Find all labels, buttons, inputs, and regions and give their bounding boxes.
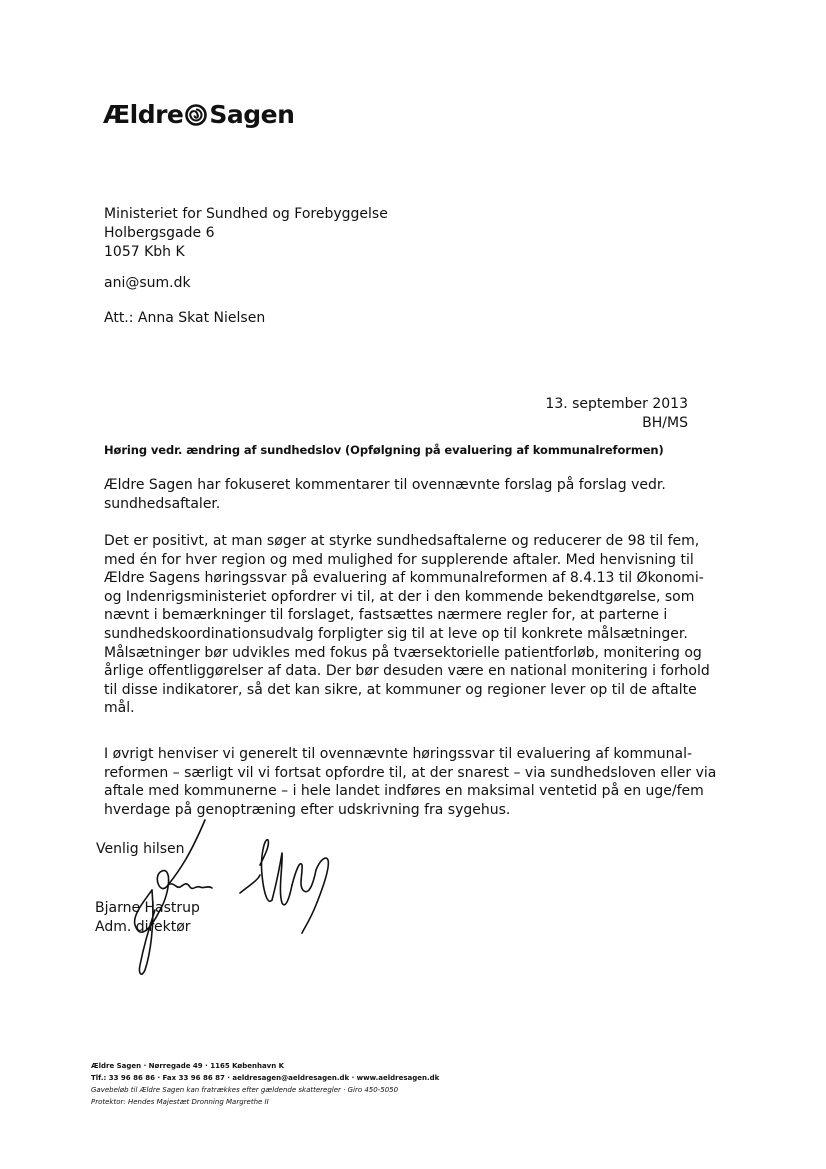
text-line: Målsætninger bør udvikles med fokus på tværsektorielle patientforløb, monitering og	[104, 644, 702, 661]
text-line: årlige offentliggørelser af data. Der bør desuden være en national monitering i forhold	[104, 663, 710, 680]
text-line: mål.	[104, 700, 135, 717]
logo-text-left: Ældre	[103, 100, 184, 129]
signatory-title: Adm. direktør	[95, 919, 191, 935]
address-line: 1057 Kbh K	[104, 244, 185, 260]
text-line: I øvrigt henviser vi generelt til ovennævnte høringssvar til evaluering af kommunal-	[104, 746, 693, 762]
body-paragraph-2	[104, 532, 710, 718]
letter-reference: BH/MS	[642, 415, 688, 431]
recipient-address	[104, 205, 388, 262]
text-line: Det er positivt, at man søger at styrke sundhedsaftalerne og reducerer de 98 til fem,	[104, 533, 700, 549]
text-line: reformen – særligt vil vi fortsat opfordre til, at der snarest – via sundhedsloven eller via	[104, 764, 717, 781]
organization-logo	[103, 100, 294, 129]
body-paragraph-1	[104, 476, 704, 513]
letter-meta	[545, 395, 688, 433]
text-line: aftale med kommunerne – i hele landet indføres en maksimal ventetid på en uge/fem	[104, 783, 704, 800]
text-line: Ældre Sagen har fokuseret kommentarer til ovennævnte forslag på forslag vedr.	[104, 477, 666, 493]
letter-date: 13. september 2013	[545, 396, 688, 412]
text-line: Ældre Sagens høringssvar på evaluering af kommunalreformen af 8.4.13 til Økonomi-	[104, 570, 704, 587]
footer-contact: Tlf.: 33 96 86 86 · Fax 33 96 86 87 · aeldresagen@aeldresagen.dk · www.aeldresagen.dk	[91, 1074, 440, 1082]
footer-donation-note: Gavebeløb til Ældre Sagen kan fratrækkes efter gældende skatteregler · Giro 450-5050	[91, 1086, 399, 1094]
body-paragraph-3	[104, 745, 717, 819]
footer-patron: Protektor: Hendes Majestæt Dronning Margrethe II	[91, 1098, 269, 1106]
text-line: og Indenrigsministeriet opfordrer vi til, at der i den kommende bekendtgørelse, som	[104, 588, 695, 605]
signatory-name: Bjarne Hastrup	[95, 900, 200, 916]
swirl-logo-icon	[185, 104, 207, 126]
text-line: til disse indikatorer, så det kan sikre, at kommuner og regioner lever op til de aftalte	[104, 681, 697, 698]
text-line: med én for hver region og med mulighed for supplerende aftaler. Med henvisning til	[104, 551, 694, 568]
text-line: sundhedsaftaler.	[104, 495, 221, 512]
letter-subject: Høring vedr. ændring af sundhedslov (Opfølgning på evaluering af kommunalreformen)	[104, 443, 664, 457]
text-line: sundhedskoordinationsudvalg forpligter sig til at leve op til konkrete målsætninger.	[104, 625, 688, 642]
closing-salutation: Venlig hilsen	[96, 841, 185, 857]
footer-address: Ældre Sagen · Nørregade 49 · 1165 København K	[91, 1062, 285, 1070]
handwritten-signature-icon	[110, 815, 350, 985]
address-line: Holbergsgade 6	[104, 225, 215, 241]
logo-text-right: Sagen	[209, 100, 295, 129]
text-line: hverdage på genoptræning efter udskrivning fra sygehus.	[104, 801, 511, 818]
address-line: Ministeriet for Sundhed og Forebyggelse	[104, 206, 388, 222]
letter-footer	[91, 1060, 439, 1108]
text-line: nævnt i bemærkninger til forslaget, fastsættes nærmere regler for, at parterne i	[104, 607, 668, 624]
attention-line: Att.: Anna Skat Nielsen	[104, 310, 266, 326]
recipient-email: ani@sum.dk	[104, 275, 191, 291]
